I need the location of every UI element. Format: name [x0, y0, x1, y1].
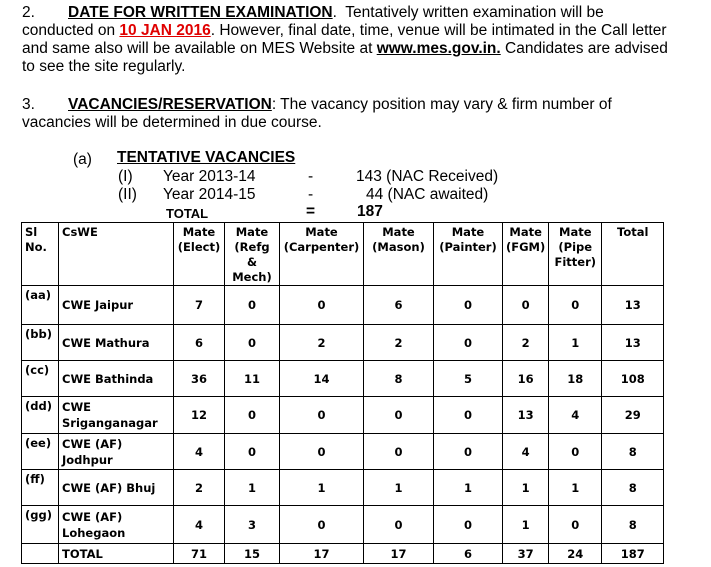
row-value: 4 — [174, 434, 225, 470]
total-equals: = — [306, 203, 316, 220]
header-pipe: Mate (Pipe Fitter) — [549, 223, 602, 286]
cwe-name-part: CWE (AF) — [62, 509, 123, 524]
row-value: 13 — [503, 397, 549, 434]
row-cwe — [59, 361, 174, 397]
section-3-heading: VACANCIES/RESERVATION — [68, 96, 272, 113]
row-value: 0 — [225, 434, 280, 470]
cwe-name-part: CWE — [62, 400, 91, 414]
row-cwe — [59, 325, 174, 361]
table-row — [22, 397, 664, 434]
cwe-name-part: CWE Bathinda — [62, 371, 154, 386]
row-value: 0 — [434, 397, 503, 434]
section-3 — [22, 96, 702, 132]
row-value: 8 — [602, 470, 664, 506]
row-value: 0 — [503, 286, 549, 325]
row-value: 4 — [503, 434, 549, 470]
section-3-number: 3. — [22, 96, 35, 113]
total-value-cell: 6 — [434, 544, 503, 564]
row-cwe — [59, 434, 174, 470]
row-value: 0 — [549, 506, 602, 544]
table-header-row — [22, 223, 664, 286]
year-dash: - — [308, 168, 314, 185]
row-value: 36 — [174, 361, 225, 397]
row-value: 0 — [434, 325, 503, 361]
section-2-text: conducted on — [22, 22, 120, 39]
header-refg: Mate (Refg & Mech) — [225, 223, 280, 286]
year-dash: - — [308, 186, 314, 203]
cwe-name-part: CWE (AF) — [62, 436, 123, 451]
row-value: 13 — [602, 286, 664, 325]
cwe-name-part: CWE Mathura — [62, 335, 150, 350]
row-value: 2 — [364, 325, 434, 361]
row-value: 14 — [280, 361, 364, 397]
cwe-name-part: CWE Jaipur — [62, 298, 134, 312]
row-value: 8 — [602, 506, 664, 544]
total-label: TOTAL — [166, 206, 209, 221]
row-value: 6 — [364, 286, 434, 325]
header-painter: Mate (Painter) — [434, 223, 503, 286]
total-value-cell: 37 — [503, 544, 549, 564]
row-value: 4 — [549, 397, 602, 434]
row-sl: (aa) — [22, 286, 59, 325]
table-row — [22, 361, 664, 397]
total-value-cell: 17 — [280, 544, 364, 564]
section-2-text: Candidates are advised — [500, 40, 668, 57]
section-2-heading: DATE FOR WRITTEN EXAMINATION — [68, 4, 333, 21]
row-value: 0 — [280, 286, 364, 325]
row-value: 108 — [602, 361, 664, 397]
row-value: 0 — [280, 506, 364, 544]
row-value: 0 — [364, 506, 434, 544]
total-value-cell: 24 — [549, 544, 602, 564]
row-value: 0 — [364, 397, 434, 434]
row-value: 1 — [503, 506, 549, 544]
row-value: 0 — [225, 325, 280, 361]
total-value-cell: 187 — [602, 544, 664, 564]
row-value: 3 — [225, 506, 280, 544]
row-cwe — [59, 506, 174, 544]
cwe-name-part: Sriganganagar — [62, 416, 158, 430]
table-row — [22, 434, 664, 470]
row-value: 18 — [549, 361, 602, 397]
row-value: 4 — [174, 506, 225, 544]
row-value: 1 — [549, 325, 602, 361]
total-row-label: TOTAL — [59, 544, 174, 564]
row-value: 0 — [280, 397, 364, 434]
cwe-name-part: Lohegaon — [62, 525, 126, 540]
row-sl: (dd) — [22, 397, 59, 434]
header-carpenter: Mate (Carpenter) — [280, 223, 364, 286]
subsection-label: (a) — [73, 151, 92, 168]
table-row — [22, 325, 664, 361]
row-value: 0 — [549, 434, 602, 470]
cwe-name-part: CWE (AF) Bhuj — [62, 480, 156, 495]
row-value: 1 — [503, 470, 549, 506]
row-value: 0 — [225, 397, 280, 434]
total-value: 187 — [357, 203, 383, 220]
table-total-row — [22, 544, 664, 564]
row-value: 0 — [549, 286, 602, 325]
row-value: 5 — [434, 361, 503, 397]
year-id: (II) — [118, 186, 137, 203]
header-cswe: CsWE — [59, 223, 174, 286]
year-id: (I) — [118, 168, 133, 185]
header-sl: Sl No. — [22, 223, 59, 286]
row-sl: (ee) — [22, 434, 59, 470]
total-value-cell: 15 — [225, 544, 280, 564]
section-2-line-1 — [22, 4, 702, 22]
row-value: 2 — [174, 470, 225, 506]
total-value-cell: 71 — [174, 544, 225, 564]
row-value: 11 — [225, 361, 280, 397]
total-value-cell: 17 — [364, 544, 434, 564]
row-value: 2 — [503, 325, 549, 361]
header-total: Total — [602, 223, 664, 286]
row-value: 0 — [434, 434, 503, 470]
row-value: 8 — [602, 434, 664, 470]
row-value: 12 — [174, 397, 225, 434]
row-value: 0 — [225, 286, 280, 325]
row-value: 0 — [280, 434, 364, 470]
row-cwe — [59, 397, 174, 434]
row-cwe — [59, 286, 174, 325]
year-label: Year 2013-14 — [163, 168, 256, 185]
row-sl: (ff) — [22, 470, 59, 506]
table-row — [22, 506, 664, 544]
row-sl: (gg) — [22, 506, 59, 544]
section-3-line-2: vacancies will be determined in due course. — [22, 114, 322, 131]
year-count: 143 (NAC Received) — [356, 168, 499, 185]
section-2-text: and same also will be available on MES Website at — [22, 40, 377, 57]
row-value: 1 — [225, 470, 280, 506]
row-value: 7 — [174, 286, 225, 325]
section-2-line-2 — [22, 22, 702, 40]
row-value: 1 — [364, 470, 434, 506]
section-2 — [22, 4, 702, 76]
row-value: 6 — [174, 325, 225, 361]
row-value: 1 — [434, 470, 503, 506]
row-value: 2 — [280, 325, 364, 361]
section-2-text: . However, final date, time, venue will be intimated in the Call letter — [210, 22, 667, 39]
row-value: 8 — [364, 361, 434, 397]
cwe-name-part: Jodhpur — [62, 452, 113, 467]
year-count: 44 (NAC awaited) — [366, 186, 489, 203]
year-label: Year 2014-15 — [163, 186, 256, 203]
tentative-vacancies-title: TENTATIVE VACANCIES — [117, 149, 296, 166]
row-sl: (bb) — [22, 325, 59, 361]
section-2-intro: . Tentatively written examination will be — [332, 4, 604, 21]
section-3-line-1 — [22, 96, 702, 114]
section-2-line-3 — [22, 40, 702, 58]
total-empty-cell — [22, 544, 59, 564]
section-2-number: 2. — [22, 4, 35, 21]
header-elect: Mate (Elect) — [174, 223, 225, 286]
row-value: 1 — [549, 470, 602, 506]
row-sl: (cc) — [22, 361, 59, 397]
row-value: 29 — [602, 397, 664, 434]
section-2-line-4: to see the site regularly. — [22, 58, 186, 75]
row-value: 0 — [364, 434, 434, 470]
header-fgm: Mate (FGM) — [503, 223, 549, 286]
row-value: 0 — [434, 506, 503, 544]
exam-date: 10 JAN 2016 — [119, 22, 211, 39]
row-value: 0 — [434, 286, 503, 325]
row-cwe — [59, 470, 174, 506]
row-value: 16 — [503, 361, 549, 397]
row-value: 13 — [602, 325, 664, 361]
header-mason: Mate (Mason) — [364, 223, 434, 286]
table-row — [22, 286, 664, 325]
section-3-text: : The vacancy position may vary & firm number of — [271, 96, 612, 113]
row-value: 1 — [280, 470, 364, 506]
table-row — [22, 470, 664, 506]
website-link[interactable]: www.mes.gov.in. — [376, 40, 501, 57]
vacancy-table — [21, 222, 664, 564]
